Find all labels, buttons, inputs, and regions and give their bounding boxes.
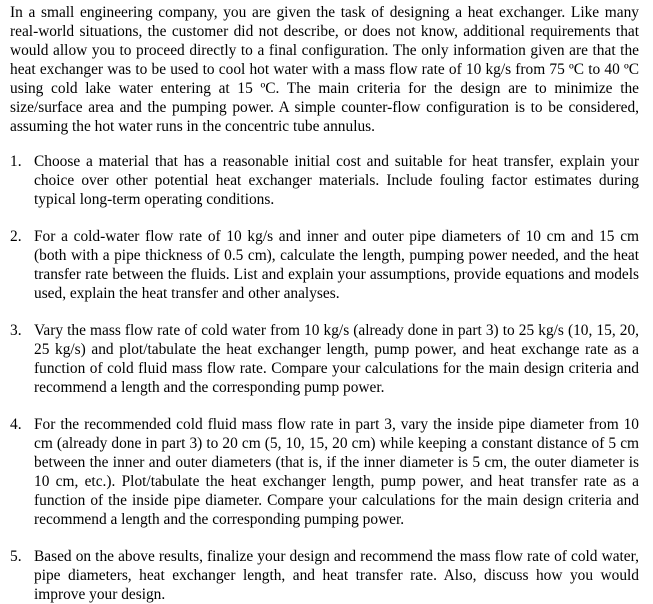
intro-paragraph: In a small engineering company, you are given the task of designing a heat exchanger. Like many real-world situations, the customer did not describe, or does not know, additional requirements that would allow you to proceed directly to a final configuration. The only information given are that the heat exchanger was to be used to cool hot water with a mass flow rate of 10 kg/s from 75 ºC to 40 ºC using cold lake water entering at 15 ºC. The main criteria for the design are to minimize the size/surface area and the pumping power. A simple counter-flow configuration is to be considered, assuming the hot water runs in the concentric tube annulus. <box>10 4 639 135</box>
task-item-1 <box>10 152 639 209</box>
task-number-3: 3. <box>10 322 22 339</box>
task-item-2 <box>10 227 639 303</box>
task-text-1: Choose a material that has a reasonable initial cost and suitable for heat transfer, explain your choice over other potential heat exchanger materials. Include fouling factor estimates during typical long-term operating conditions. <box>34 153 639 208</box>
task-number-5: 5. <box>10 548 22 565</box>
task-number-1: 1. <box>10 153 22 170</box>
task-number-2: 2. <box>10 228 22 245</box>
task-item-3 <box>10 321 639 397</box>
task-text-2: For a cold-water flow rate of 10 kg/s and inner and outer pipe diameters of 10 cm and 15 cm (both with a pipe thickness of 0.5 cm), calculate the length, pumping power needed, and the heat transfer rate between the fluids. List and explain your assumptions, provide equations and models used, explain the heat transfer and other analyses. <box>34 228 639 302</box>
task-text-5: Based on the above results, finalize your design and recommend the mass flow rate of cold water, pipe diameters, heat exchanger length, and heat transfer rate. Also, discuss how you would improve your design. <box>34 548 639 603</box>
task-number-4: 4. <box>10 416 22 433</box>
task-item-5 <box>10 547 639 604</box>
task-list <box>10 152 639 604</box>
task-text-3: Vary the mass flow rate of cold water from 10 kg/s (already done in part 3) to 25 kg/s (10, 15, 20, 25 kg/s) and plot/tabulate the heat exchanger length, pump power, and heat exchange rate as a function of cold fluid mass flow rate. Compare your calculations for the main design criteria and recommend a length and the corresponding pump power. <box>34 322 639 396</box>
task-text-4: For the recommended cold fluid mass flow rate in part 3, vary the inside pipe diameter from 10 cm (already done in part 3) to 20 cm (5, 10, 15, 20 cm) while keeping a constant distance of 5 cm between the inner and outer diameters (that is, if the inner diameter is 5 cm, the outer diameter is 10 cm, etc.). Plot/tabulate the heat exchanger length, pump power, and heat transfer rate as a function of the inside pipe diameter. Compare your calculations for the main design criteria and recommend a length and the corresponding pumping power. <box>34 416 639 528</box>
task-item-4 <box>10 415 639 529</box>
